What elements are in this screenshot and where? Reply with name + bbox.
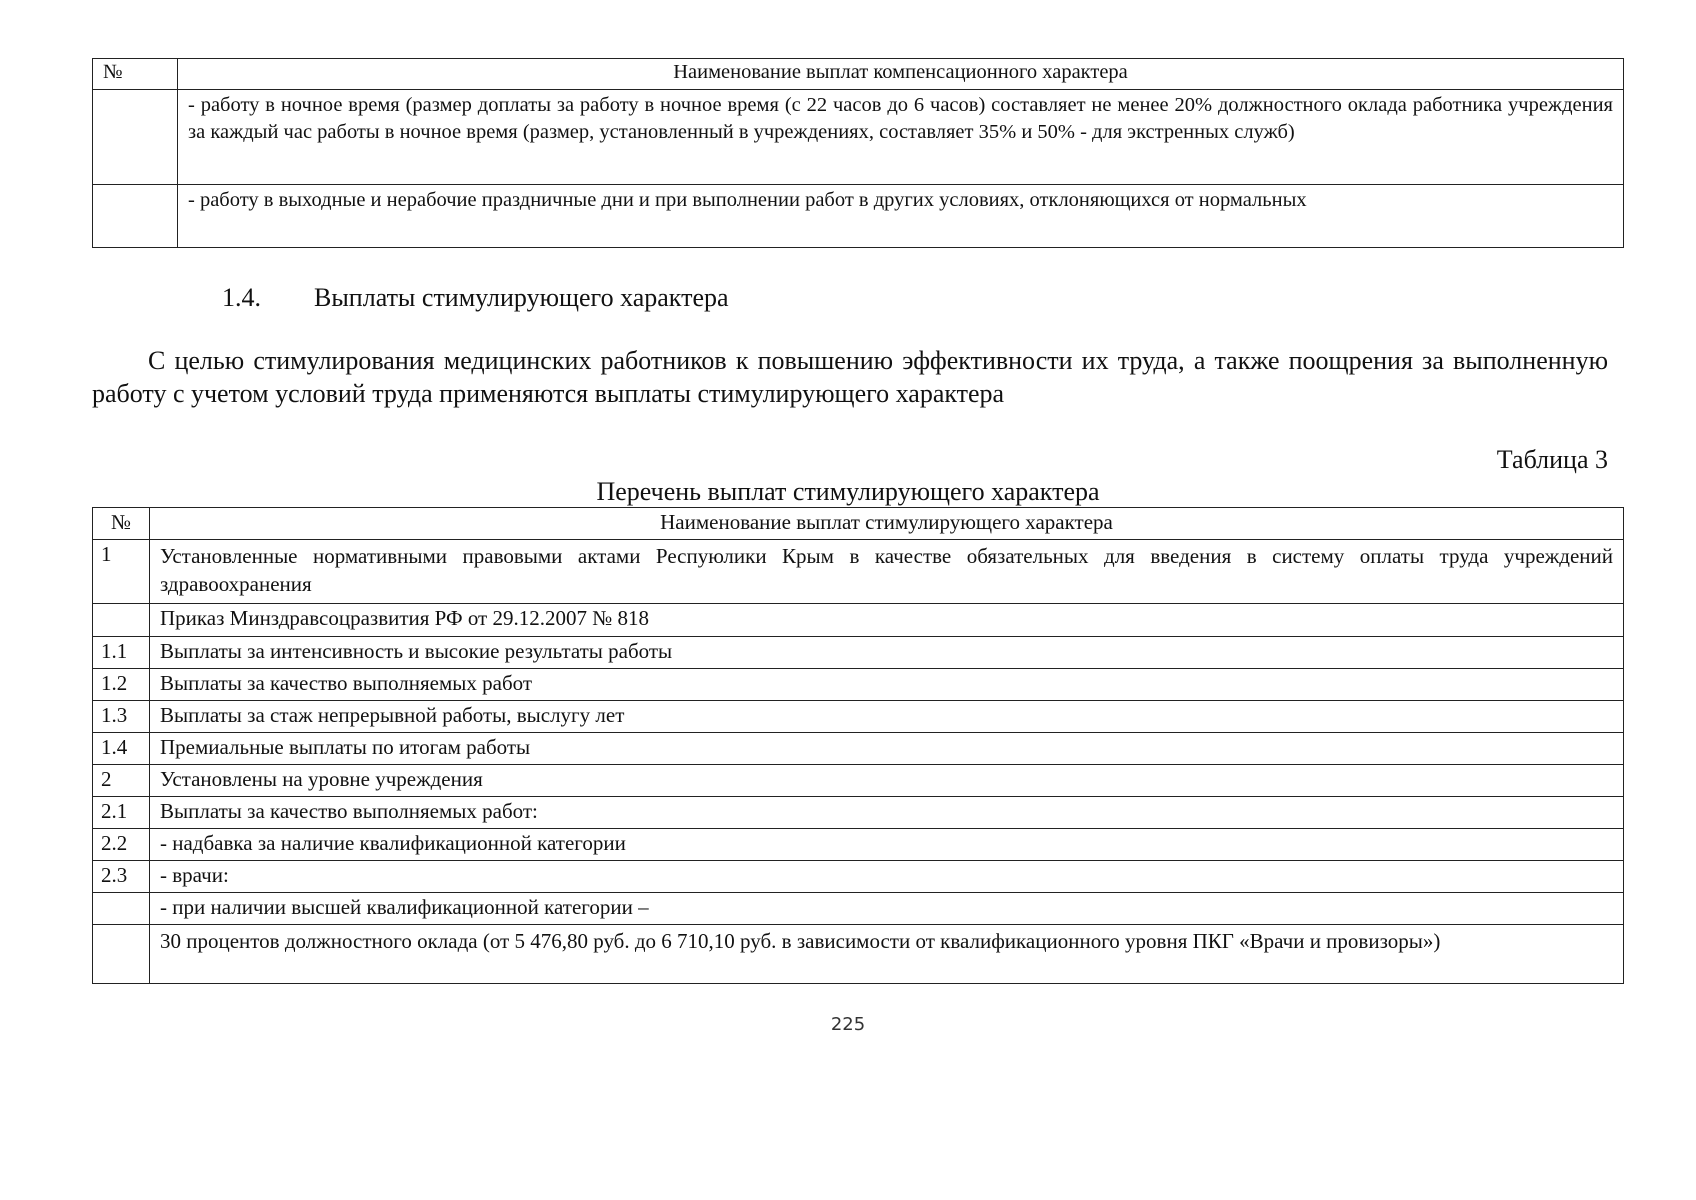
row-number: 2.2 <box>93 829 150 861</box>
table-header-row <box>93 508 1624 540</box>
row-text: - работу в ночное время (размер доплаты за работу в ночное время (с 22 часов до 6 часов) составляет не менее 20% должностного оклада работника учреждения за каждый час работы в ночное время (размер, установленный в учреждениях, составляет 35% и 50% - для экстренных служб) <box>178 90 1624 185</box>
incentive-payments-table <box>92 507 1624 984</box>
column-header-name: Наименование выплат стимулирующего характера <box>150 508 1624 540</box>
table-row <box>93 185 1624 248</box>
row-text: Установлены на уровне учреждения <box>150 765 1624 797</box>
intro-paragraph: С целью стимулирования медицинских работников к повышению эффективности их труда, а также поощрения за выполненную работу с учетом условий труда применяются выплаты стимулирующего характера <box>92 346 1608 408</box>
row-number <box>93 893 150 925</box>
column-header-number: № <box>93 59 178 90</box>
row-text: - при наличии высшей квалификационной категории – <box>150 893 1624 925</box>
row-text: Выплаты за качество выполняемых работ <box>150 669 1624 701</box>
table-label: Таблица 3 <box>1496 445 1608 474</box>
row-number <box>93 604 150 637</box>
row-number: 2 <box>93 765 150 797</box>
row-number: 1 <box>93 540 150 604</box>
table-row <box>93 669 1624 701</box>
table-row <box>93 701 1624 733</box>
page-number: 225 <box>830 1014 866 1035</box>
table-row <box>93 861 1624 893</box>
row-number: 1.1 <box>93 637 150 669</box>
table-row <box>93 637 1624 669</box>
row-number: 2.3 <box>93 861 150 893</box>
row-number: 1.2 <box>93 669 150 701</box>
row-number: 2.1 <box>93 797 150 829</box>
row-text: Выплаты за интенсивность и высокие результаты работы <box>150 637 1624 669</box>
table-header-row <box>93 59 1624 90</box>
table-row <box>93 797 1624 829</box>
row-text: - работу в выходные и нерабочие праздничные дни и при выполнении работ в других условиях, отклоняющихся от нормальных <box>178 185 1624 248</box>
row-number <box>93 925 150 984</box>
row-text: Установленные нормативными правовыми актами Респуюлики Крым в качестве обязательных для введения в систему оплаты труда учреждений здравоохранения <box>150 540 1624 604</box>
row-text: Выплаты за качество выполняемых работ: <box>150 797 1624 829</box>
table-row <box>93 540 1624 604</box>
row-text: - врачи: <box>150 861 1624 893</box>
table-row <box>93 829 1624 861</box>
row-text: Приказ Минздравсоцразвития РФ от 29.12.2007 № 818 <box>150 604 1624 637</box>
section-heading <box>222 282 729 314</box>
table-row <box>93 90 1624 185</box>
row-number <box>93 185 178 248</box>
row-number: 1.3 <box>93 701 150 733</box>
column-header-name: Наименование выплат компенсационного характера <box>178 59 1624 90</box>
row-text: Премиальные выплаты по итогам работы <box>150 733 1624 765</box>
table-row <box>93 604 1624 637</box>
row-text: Выплаты за стаж непрерывной работы, выслугу лет <box>150 701 1624 733</box>
table-row <box>93 893 1624 925</box>
table-title: Перечень выплат стимулирующего характера <box>596 477 1100 506</box>
compensation-payments-table <box>92 58 1624 248</box>
column-header-number: № <box>93 508 150 540</box>
table-row <box>93 925 1624 984</box>
row-text: - надбавка за наличие квалификационной категории <box>150 829 1624 861</box>
row-text: 30 процентов должностного оклада (от 5 476,80 руб. до 6 710,10 руб. в зависимости от квалификационного уровня ПКГ «Врачи и провизоры») <box>150 925 1624 984</box>
table-row <box>93 765 1624 797</box>
section-title: Выплаты стимулирующего характера <box>314 283 729 312</box>
row-number <box>93 90 178 185</box>
row-number: 1.4 <box>93 733 150 765</box>
table-row <box>93 733 1624 765</box>
section-number: 1.4. <box>222 283 261 312</box>
